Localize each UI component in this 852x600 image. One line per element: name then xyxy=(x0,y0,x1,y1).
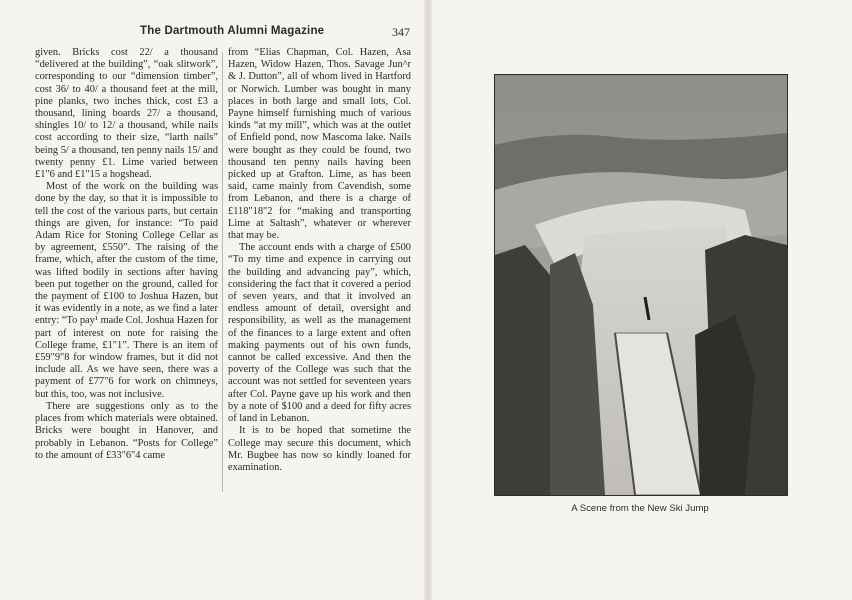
left-text-column xyxy=(35,47,218,462)
left-trees xyxy=(495,245,555,495)
paragraph: The account ends with a charge of £500 “To my time and expence in carrying out the building and advancing pay”, which, considering the fact that it covered a period of seven years, and that it involved an endless amount of detail, oversight and responsibility, as well as the management of the finances to a large extent and often making payments out of his own funds, cannot be called excessive. And then the poverty of the College was such that the account was not settled for seventeen years after Col. Payne gave up his work and then by a note of $100 and a deed for fifty acres of land in Lebanon. xyxy=(228,242,411,425)
paragraph: from “Elias Chapman, Col. Hazen, Asa Hazen, Widow Hazen, Thos. Savage Jun^r & J. Dutton”, all of whom lived in Hartford or Norwich. Lumber was bought in many places in both large and small lots, Col. Payne himself furnishing much of various kinds “at my mill”, which was at the outlet of Enfield pond, now Mascoma lake. Nails were bought as they could be found, two thousand ten penny nails having been picked up at Grafton. Lime, as has been said, came mainly from Cavendish, some from Lebanon, and there is a charge of £118"18"2 for “making and transporting Lime at Saltash”, whatever or wherever that may be. xyxy=(228,47,411,242)
column-rule xyxy=(222,52,223,492)
paragraph: There are suggestions only as to the places from which materials were obtained. Bricks were bought in Hanover, and probably in Lebanon. “Posts for College” to the amount of £33"6"4 came xyxy=(35,400,218,461)
paragraph: Most of the work on the building was done by the day, so that it is impossible to tell the cost of the various parts, but certain things are given, for instance: “To paid Adam Rice for Stoning College Cellar as by agreement, £550”. The raising of the frame, which, after the custom of the time, was lifted bodily in sections after having been put together on the ground, called for the payment of £100 to Joshua Hazen, but it was evidently in a note, as we find a later entry: “To pay¹ made Col. Joshua Hazen for part of interest on note for raising the College frame, £1"1”. There is an item of £59"9"8 for window frames, but it did not include all. As we have seen, there was a payment of £77"6 for work on chimneys, but this, too, was not inclusive. xyxy=(35,181,219,400)
page-number: 347 xyxy=(392,25,410,39)
paragraph: It is to be hoped that sometime the College may secure this document, which Mr. Bugbee has now so kindly loaned for examination. xyxy=(228,425,411,473)
ski-jump-photograph xyxy=(494,74,788,496)
book-gutter xyxy=(424,0,432,600)
right-text-column xyxy=(228,47,411,474)
magazine-title: The Dartmouth Alumni Magazine xyxy=(140,25,325,37)
paragraph: given. Bricks cost 22/ a thousand “delivered at the building”, “oak slitwork”, corresponding to our “dimension timber”, cost 36/ to 40/ a thousand feet at the mill, pine planks, two inches thick, cost £3 a thousand, lining boards 27/ a thousand, shingles 10/ to 12/ a thousand, while nails cost according to their size, “larth nails” being 5/ a thousand, ten penny nails 15/ and twenty penny £1. Lime varied between £1"6 and £1"15 a hogshead. xyxy=(35,47,218,181)
ski-jump-scene xyxy=(495,75,787,495)
running-header xyxy=(0,25,424,41)
photo-caption: A Scene from the New Ski Jump xyxy=(571,503,709,514)
